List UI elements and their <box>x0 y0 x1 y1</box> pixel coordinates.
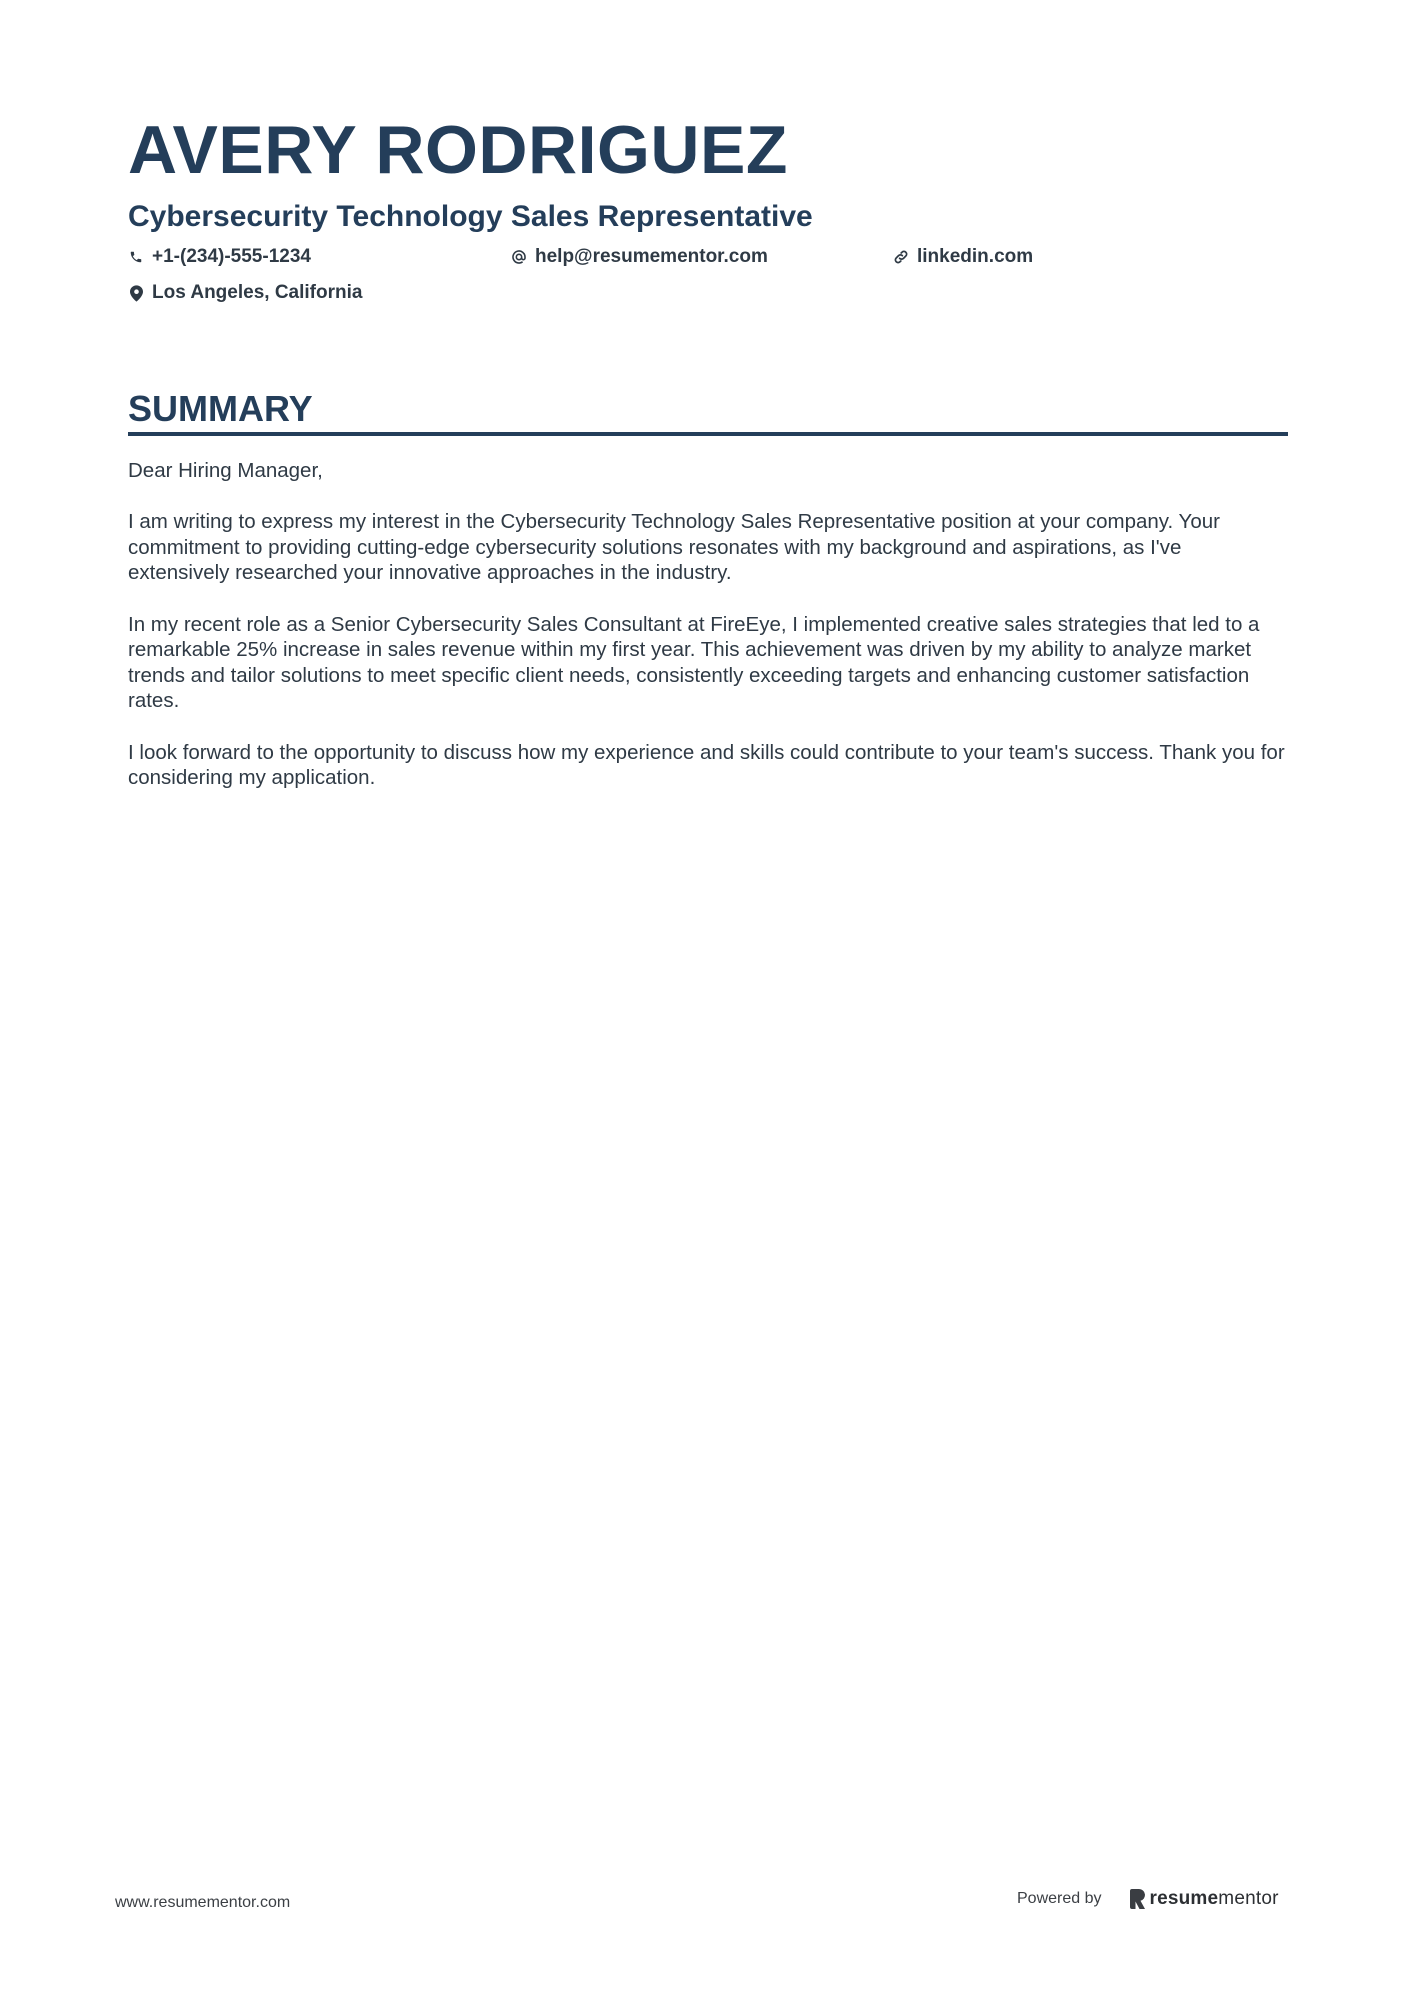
contact-website <box>893 246 1033 268</box>
link-icon <box>893 248 909 266</box>
letter-paragraph: I look forward to the opportunity to discuss how my experience and skills could contribute to your team's success. Thank you for considering my application. <box>128 740 1285 790</box>
location-text: Los Angeles, California <box>152 282 363 303</box>
letter-paragraph: In my recent role as a Senior Cybersecurity Sales Consultant at FireEye, I implemented creative sales strategies that led to a remarkable 25% increase in sales revenue within my first year. This achievement was driven by my ability to analyze market trends and tailor solutions to meet specific client needs, consistently exceeding targets and enhancing customer satisfaction rates. <box>128 612 1260 713</box>
contact-email <box>511 246 768 268</box>
contact-info <box>128 246 1288 316</box>
location-pin-icon <box>128 284 144 302</box>
resume-header <box>128 110 1288 316</box>
candidate-name: AVERY RODRIGUEZ <box>128 112 788 188</box>
footer-website[interactable]: www.resumementor.com <box>115 1894 291 1911</box>
brand-logo[interactable] <box>1130 1888 1279 1910</box>
section-heading: SUMMARY <box>128 388 313 429</box>
brand-mark-icon <box>1130 1889 1146 1909</box>
at-icon <box>511 248 527 266</box>
contact-location <box>128 282 362 304</box>
phone-icon <box>128 248 144 266</box>
letter-salutation: Dear Hiring Manager, <box>128 459 323 482</box>
job-title: Cybersecurity Technology Sales Representative <box>128 200 813 233</box>
summary-section <box>128 386 1288 816</box>
cover-letter-body <box>128 458 1288 791</box>
phone-text: +1-(234)-555-1234 <box>152 246 311 267</box>
section-divider <box>128 432 1288 436</box>
contact-phone <box>128 246 311 268</box>
website-text[interactable]: linkedin.com <box>917 246 1034 267</box>
letter-paragraph: I am writing to express my interest in the Cybersecurity Technology Sales Representative position at your company. Your commitment to providing cutting-edge cybersecurity solutions resonates with my background and aspirations, as I've extensively researched your innovative approaches in the industry. <box>128 510 1220 585</box>
footer-branding <box>1017 1888 1279 1910</box>
powered-by-label: Powered by <box>1017 1890 1102 1907</box>
brand-name-bold: resume <box>1149 1888 1219 1909</box>
brand-name-regular: mentor <box>1218 1888 1279 1909</box>
email-text[interactable]: help@resumementor.com <box>535 246 768 267</box>
